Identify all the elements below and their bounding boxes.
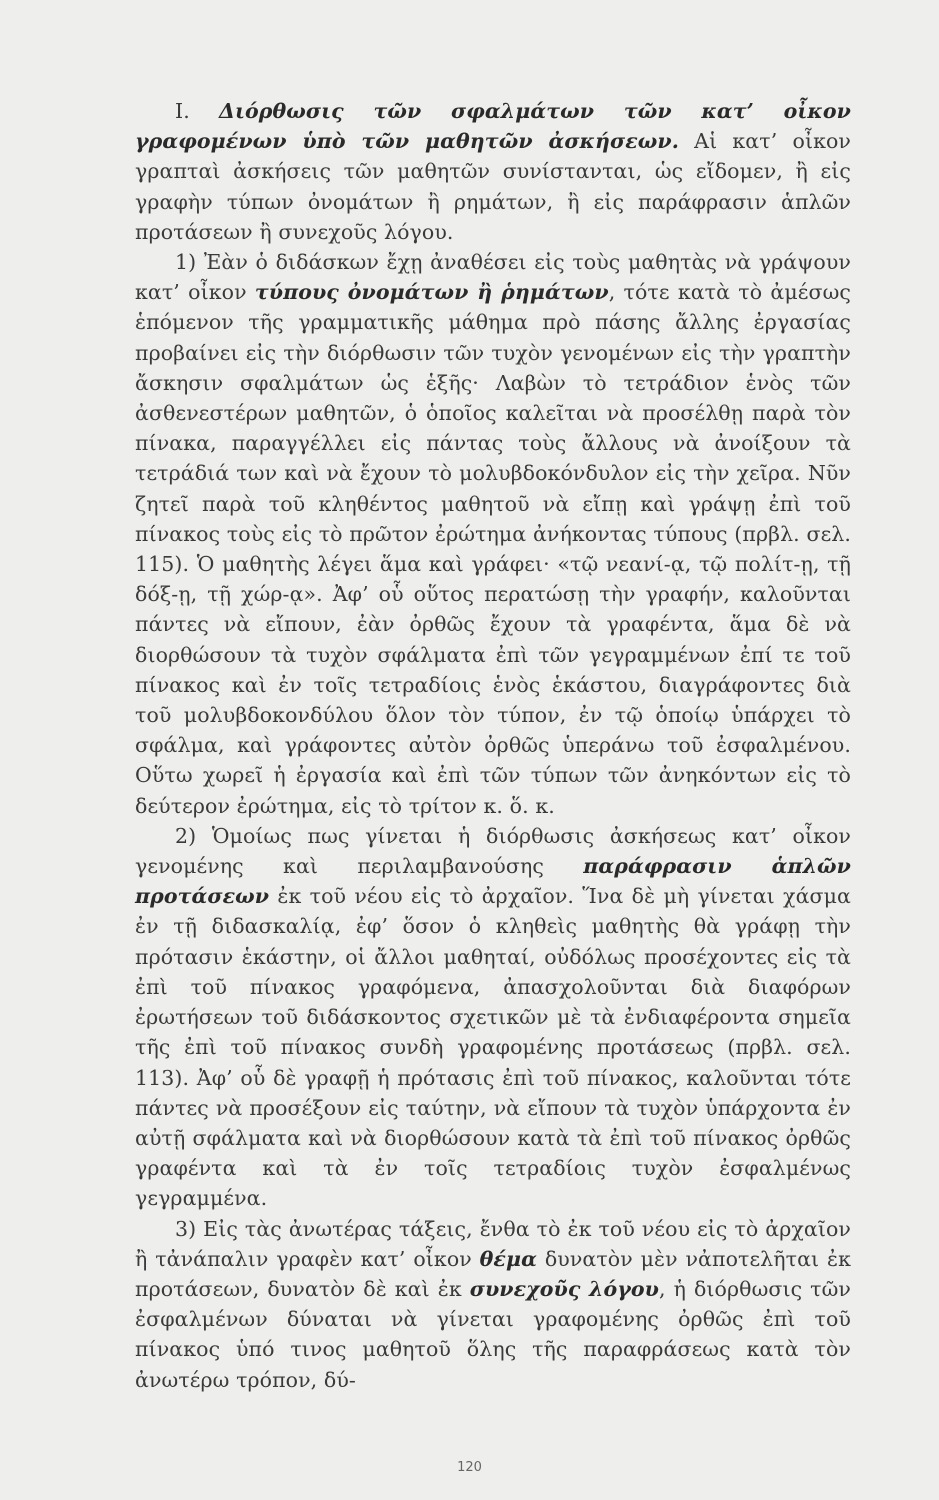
item-3-rest: , ἡ διόρθωσις τῶν ἐσφαλμένων δύναται νὰ γίνεται γραφομένης ὀρθῶς ἐπὶ τοῦ πίνακος ὑπό τινος μαθητοῦ ὅλης τῆς παραφράσεως κατὰ τὸν ἀνωτέρω τρόπον, δύ- <box>135 1276 851 1392</box>
item-1-emphasis: τύπους ὀνομάτων ἢ ῥημάτων <box>254 280 609 305</box>
item-3-paragraph <box>135 1214 851 1395</box>
section-1-text: Αἱ κατ’ οἶκον γραπταὶ ἀσκήσεις τῶν μαθητῶν συνίστανται, ὡς εἴδομεν, ἢ εἰς γραφὴν τύπων ὀνομάτων ἢ ρημάτων, ἢ εἰς παράφρασιν ἁπλῶν προτάσεων ἢ συνεχοῦς λόγου. <box>135 129 851 244</box>
item-2-rest: ἐκ τοῦ νέου εἰς τὸ ἀρχαῖον. Ἵνα δὲ μὴ γίνεται χάσμα ἐν τῇ διδασκαλίᾳ, ἐφ’ ὅσον ὁ κληθεὶς μαθητὴς θὰ γράφῃ τὴν πρότασιν ἑκάστην, οἱ ἄλλοι μαθηταί, οὐδόλως προσέχοντες εἰς τὰ ἐπὶ τοῦ πίνακος γραφόμενα, ἀπασχολοῦνται διὰ διαφόρων ἐρωτήσεων τοῦ διδάσκοντος σχετικῶν μὲ τὰ ἐνδιαφέροντα σημεῖα τῆς ἐπὶ τοῦ πίνακος συνδὴ γραφομένης προτάσεως (πρβλ. σελ. 113). Ἀφ’ οὗ δὲ γραφῇ ἡ πρότασις ἐπὶ τοῦ πίνακος, καλοῦνται τότε πάντες νὰ προσέξουν εἰς ταύτην, νὰ εἴπουν τὰ τυχὸν ὑπάρχοντα ἐν αὐτῇ σφάλματα καὶ νὰ διορθώσουν κατὰ τὰ ἐπὶ τοῦ πίνακος ὀρθῶς γραφέντα καὶ τὰ ἐν τοῖς τετραδίοις τυχὸν ἐσφαλμένως γεγραμμένα. <box>135 884 851 1211</box>
item-3-emphasis-theme: θέμα <box>479 1246 537 1271</box>
item-1-paragraph <box>135 247 851 821</box>
section-1-paragraph <box>135 96 851 247</box>
page-text <box>135 96 851 1395</box>
item-3-lead: 3) Εἰς τὰς ἀνωτέρας τάξεις, ἔνθα τὸ ἐκ τοῦ νέου εἰς τὸ ἀρχαῖον ἢ τἀνάπαλιν γραφὲν κατ’ οἶκον <box>135 1216 851 1271</box>
section-number: Ι. <box>175 99 190 123</box>
item-2-emphasis: παράφρασιν ἁπλῶν προτάσεων <box>135 854 851 909</box>
item-2-lead: 2) Ὁμοίως πως γίνεται ἡ διόρθωσις ἀσκήσεως κατ’ οἶκον γενομένης καὶ περιλαμβανούσης <box>135 823 851 879</box>
section-heading: Διόρθωσις τῶν σφαλμάτων τῶν κατ’ οἶκον γραφομένων ὑπὸ τῶν μαθητῶν ἀσκήσεων. <box>135 99 851 154</box>
item-2-paragraph <box>135 821 851 1214</box>
item-1-rest: , τότε κατὰ τὸ ἀμέσως ἑπόμενον τῆς γραμματικῆς μάθημα πρὸ πάσης ἄλλης ἐργασίας προβαίνει εἰς τὴν διόρθωσιν τῶν τυχὸν γενομένων εἰς τὴν γραπτὴν ἄσκησιν σφαλμάτων ὡς ἑξῆς· Λαβὼν τὸ τετράδιον ἑνὸς τῶν ἀσθενεστέρων μαθητῶν, ὁ ὁποῖος καλεῖται νὰ προσέλθῃ παρὰ τὸν πίνακα, παραγγέλλει εἰς πάντας τοὺς ἄλλους νὰ ἀνοίξουν τὰ τετράδιά των καὶ νὰ ἔχουν τὸ μολυβδοκόνδυλον εἰς τὴν χεῖρα. Νῦν ζητεῖ παρὰ τοῦ κληθέντος μαθητοῦ νὰ εἴπῃ καὶ γράψῃ ἐπὶ τοῦ πίνακος τοὺς εἰς τὸ πρῶτον ἐρώτημα ἀνήκοντας τύπους (πρβλ. σελ. 115). Ὁ μαθητὴς λέγει ἅμα καὶ γράφει· «τῷ νεανί-ᾳ, τῷ πολίτ-ῃ, τῇ δόξ-ῃ, τῇ χώρ-ᾳ». Ἀφ’ οὗ οὕτος περατώσῃ τὴν γραφήν, καλοῦνται πάντες νὰ εἴπουν, ἐὰν ὀρθῶς ἔχουν τὰ γραφέντα, ἅμα δὲ νὰ διορθώσουν τὰ τυχὸν σφάλματα ἐπὶ τῶν γεγραμμένων ἐπί τε τοῦ πίνακος καὶ ἐν τοῖς τετραδίοις ἑνὸς ἑκάστου, διαγράφοντες διὰ τοῦ μολυβδοκονδύλου ὅλον τὸν τύπον, ἐν τῷ ὁποίῳ ὑπάρχει τὸ σφάλμα, καὶ γράφοντες αὐτὸν ὀρθῶς ὑπεράνω τοῦ ἐσφαλμένου. Οὕτω χωρεῖ ἡ ἐργασία καὶ ἐπὶ τῶν τύπων τῶν ἀνηκόντων εἰς τὸ δεύτερον ἐρώτημα, εἰς τὸ τρίτον κ. ὅ. κ. <box>135 280 851 818</box>
item-3-middle: δυνατὸν μὲν νἀποτελῆται ἐκ προτάσεων, δυνατὸν δὲ καὶ ἐκ <box>135 1246 851 1301</box>
item-3-emphasis-discourse: συνεχοῦς λόγου <box>469 1276 660 1301</box>
page-number: 120 <box>457 1460 482 1475</box>
item-1-lead: 1) Ἐὰν ὁ διδάσκων ἔχῃ ἀναθέσει εἰς τοὺς μαθητὰς νὰ γράψουν κατ’ οἶκον <box>135 250 851 305</box>
